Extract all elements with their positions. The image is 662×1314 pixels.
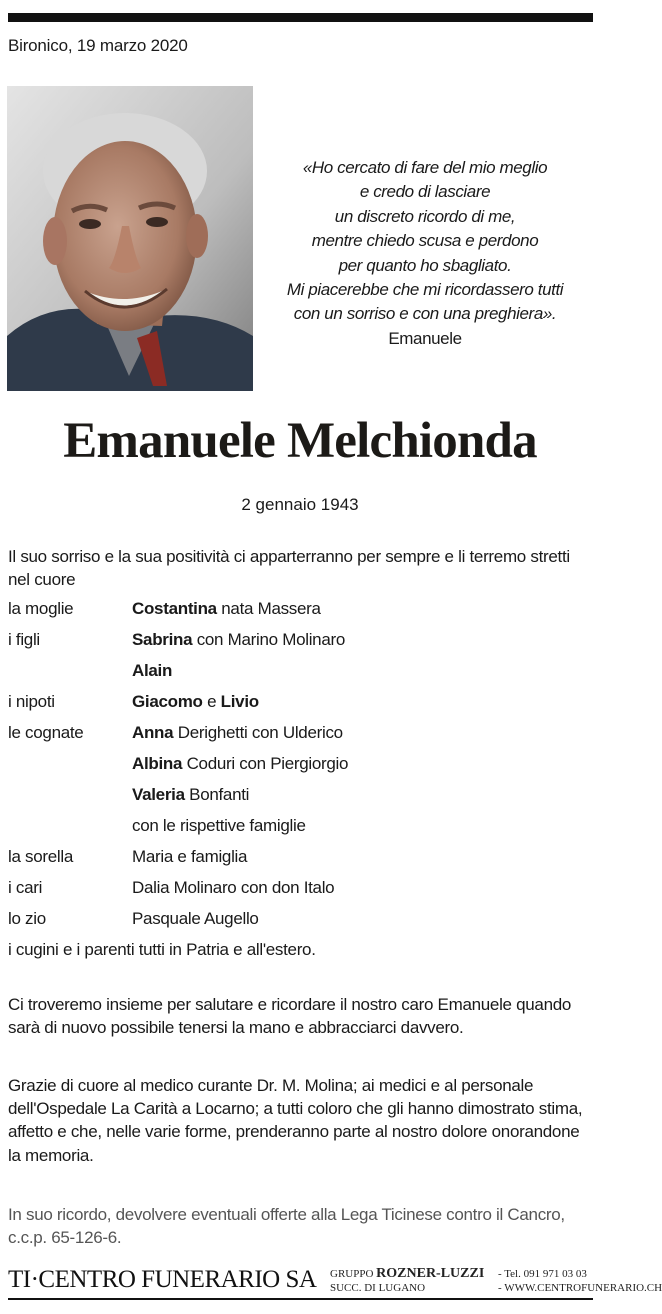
funeral-home-group [330,1267,484,1295]
family-label: lo zio [8,909,46,928]
group-name: ROZNER-LUZZI [376,1266,485,1281]
family-row [8,723,593,747]
top-rule [8,13,593,22]
thanks-paragraph: Grazie di cuore al medico curante Dr. M. Molina; ai medici e al personale dell'Ospedale La Carità a Locarno; a tutti coloro che gli hanno dimostrato stima, affetto e che, nelle varie forme, prenderanno parte al nostro dolore onorandone la memoria. [8,1076,583,1165]
place-date: Bironico, 19 marzo 2020 [8,36,188,55]
family-name-bold: Albina [132,754,183,773]
group-prefix: GRUPPO [330,1268,377,1280]
family-row [8,661,593,685]
deceased-name: Emanuele Melchionda [63,413,537,469]
family-name-rest: nata Massera [216,599,321,618]
family-name-rest: con le rispettive famiglie [132,816,306,835]
family-row [8,599,593,623]
relatives-line: i cugini e i parenti tutti in Patria e all'estero. [8,940,316,959]
family-row [8,754,593,778]
family-name-rest: Coduri con Piergiorgio [182,754,349,773]
funeral-home-contacts [498,1267,662,1295]
quote-signature: Emanuele [388,328,462,348]
family-row [8,816,593,840]
family-name-bold: Costantina [132,599,217,618]
funeral-home-brand: TI·CENTRO FUNERARIO SA [8,1266,317,1293]
funeral-home-footer [8,1266,662,1298]
offerings-paragraph: In suo ricordo, devolvere eventuali offerte alla Lega Ticinese contro il Cancro, c.c.p. 65-126-6. [8,1205,565,1248]
family-label: le cognate [8,723,84,742]
family-label: i nipoti [8,692,55,711]
family-name-bold: Sabrina [132,630,193,649]
gathering-paragraph: Ci troveremo insieme per salutare e ricordare il nostro caro Emanuele quando sarà di nuovo possibile tenersi la mano e abbracciarci davvero. [8,995,572,1038]
family-name-bold: Alain [132,661,173,680]
portrait-illustration [7,86,253,391]
quote-line: un discreto ricordo di me, [334,206,516,226]
website-link[interactable]: - WWW.CENTROFUNERARIO.CH [498,1282,662,1294]
family-name-rest: Derighetti con Ulderico [173,723,343,742]
family-label: i cari [8,878,43,897]
family-row [8,630,593,654]
family-row [8,785,593,809]
portrait-photo [7,86,253,391]
quote-line: Mi piacerebbe che mi ricordassero tutti [286,280,564,300]
family-name-bold: Anna [132,723,174,742]
family-row [8,909,593,933]
quote-line: «Ho cercato di fare del mio meglio [302,158,548,177]
family-name-bold: Valeria [132,785,185,804]
family-label: la sorella [8,847,74,866]
family-row [8,847,593,871]
quote-line: con un sorriso e con una preghiera». [293,304,557,324]
family-label: i figli [8,630,40,649]
family-name-rest: Dalia Molinaro con don Italo [132,878,335,897]
family-row [8,878,593,902]
group-succursale: SUCC. DI LUGANO [330,1282,426,1294]
family-name-bold: Livio [220,692,259,711]
family-name-mid: e [202,692,221,711]
family-row [8,692,593,716]
family-label: la moglie [8,599,74,618]
family-name-rest: Bonfanti [184,785,250,804]
quote-block [262,156,588,351]
quote-line: mentre chiedo scusa e perdono [311,231,539,251]
birth-date: 2 gennaio 1943 [241,495,359,514]
quote-line: per quanto ho sbagliato. [338,255,512,275]
phone-number: - Tel. 091 971 03 03 [498,1268,587,1280]
intro-text: Il suo sorriso e la sua positività ci apparterranno per sempre e li terremo stretti nel cuore [8,547,570,589]
family-name-rest: con Marino Molinaro [192,630,346,649]
footer-rule [8,1298,593,1300]
family-name-bold: Giacomo [132,692,203,711]
quote-line: e credo di lasciare [359,182,491,202]
family-name-rest: Pasquale Augello [132,909,259,928]
family-name-rest: Maria e famiglia [132,847,248,866]
